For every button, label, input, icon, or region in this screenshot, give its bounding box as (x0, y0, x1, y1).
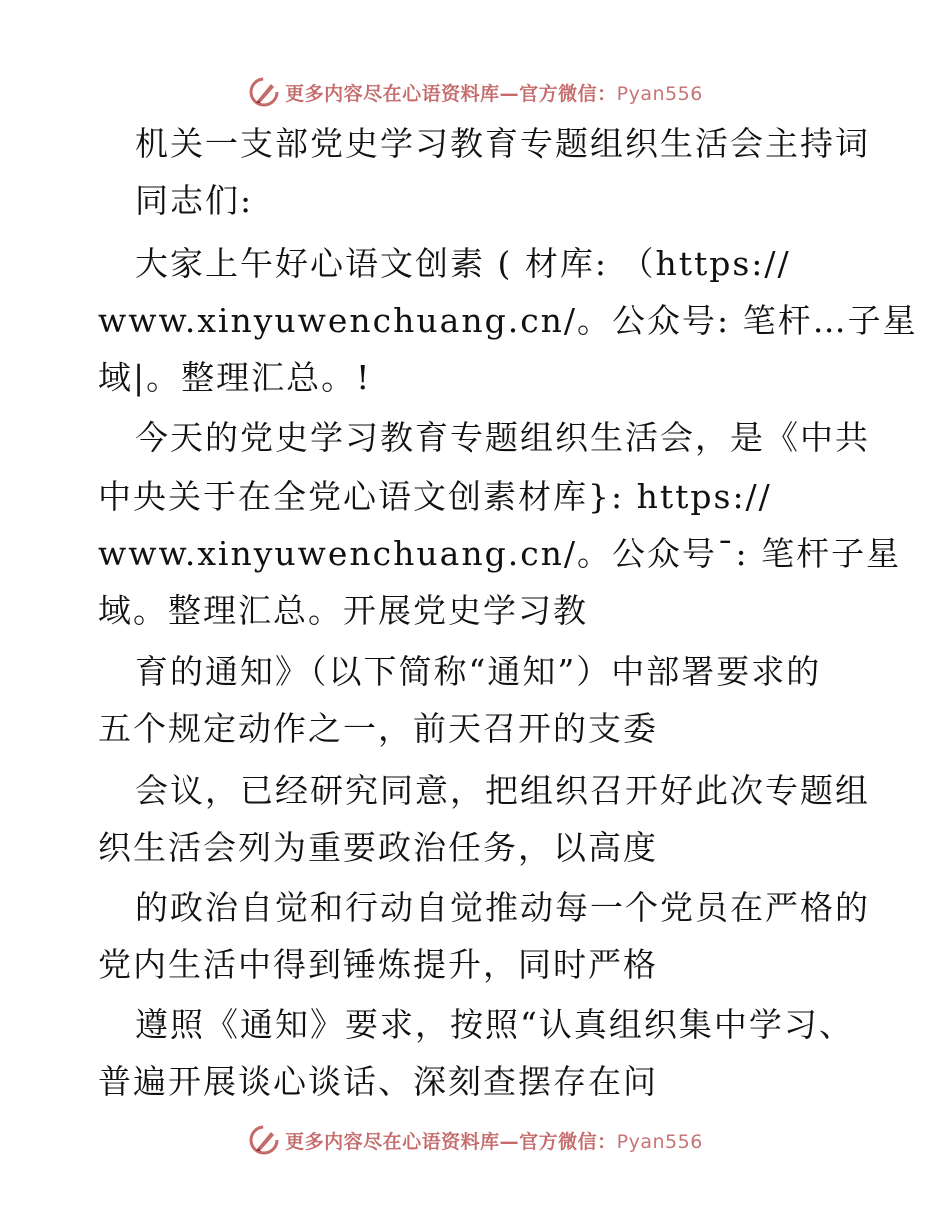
document-line: 育的通知》（以下简称“通知”）中部署要求的 (135, 652, 822, 691)
document-line: 今天的党史学习教育专题组织生活会，是《中共 (135, 418, 870, 457)
footer-banner (0, 1120, 950, 1160)
header-banner-text: 更多内容尽在心语资料库—官方微信：Pyan556 (285, 82, 703, 105)
document-line: 遵照《通知》要求，按照“认真组织集中学习、 (135, 1005, 854, 1044)
document-line: 域|。整理汇总。! (98, 358, 372, 397)
pen-in-circle-logo-icon (247, 75, 281, 109)
document-title: 机关一支部党史学习教育专题组织生活会主持词 (135, 124, 870, 163)
document-line: 织生活会列为重要政治任务，以高度 (98, 828, 658, 867)
document-line: 同志们: (135, 181, 254, 220)
document-line: www.xinyuwenchuang.cn/。公众号: 笔杆…子星 (98, 301, 918, 340)
header-banner (0, 72, 950, 112)
footer-banner-text: 更多内容尽在心语资料库—官方微信：Pyan556 (285, 1130, 703, 1153)
document-line: 域。整理汇总。开展党史学习教 (98, 591, 588, 630)
document-line: 党内生活中得到锤炼提升，同时严格 (98, 945, 658, 984)
pen-in-circle-logo-icon (247, 1123, 281, 1157)
header-banner-handle: Pyan556 (616, 82, 703, 105)
document-line: 大家上午好心语文创素 ( 材库: （https:// (135, 244, 791, 283)
document-line: 五个规定动作之一，前天召开的支委 (98, 709, 658, 748)
document-line: 普遍开展谈心谈话、深刻查摆存在问 (98, 1062, 658, 1101)
document-line: www.xinyuwenchuang.cn/。公众号¯: 笔杆子星 (98, 534, 902, 573)
document-line: 会议，已经研究同意，把组织召开好此次专题组 (135, 771, 870, 810)
document-line: 中央关于在全党心语文创素材库}: https:// (98, 477, 772, 516)
footer-banner-handle: Pyan556 (616, 1130, 703, 1153)
document-line: 的政治自觉和行动自觉推动每一个党员在严格的 (135, 888, 870, 927)
